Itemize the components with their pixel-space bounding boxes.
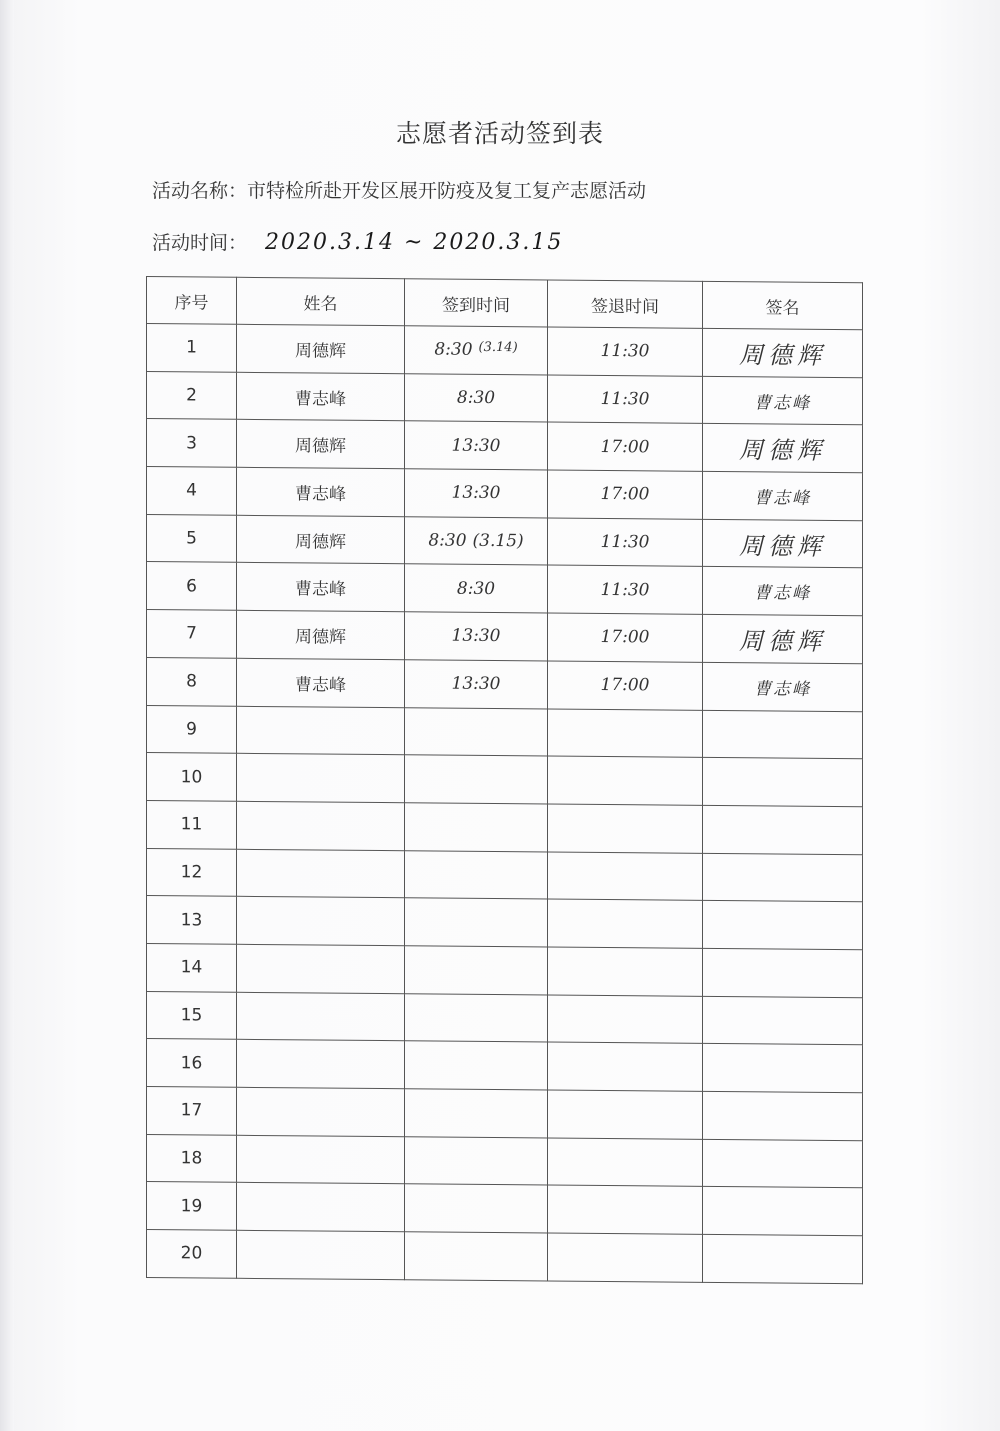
row-name: 曹志峰 [237,467,405,516]
row-sign-out-time: 17:00 [548,613,703,662]
row-serial: 10 [147,753,237,801]
header-sign-in-time: 签到时间 [405,279,548,327]
row-serial: 1 [147,324,237,372]
row-signature: 周德辉 [703,614,863,663]
row-sign-out-time: 11:30 [548,375,703,424]
row-sign-in-time [405,1232,548,1281]
row-name: 周德辉 [237,324,405,373]
row-signature: 曹志峰 [703,662,863,711]
row-serial: 13 [147,896,237,944]
row-serial: 20 [147,1230,237,1278]
row-signature [703,1091,863,1140]
row-signature: 曹志峰 [703,567,863,616]
row-serial: 6 [147,562,237,610]
table-row [147,1039,863,1093]
row-signature [703,758,863,807]
row-sign-out-time [548,1233,703,1282]
date-note: (3.14) [478,340,518,356]
row-sign-out-time [548,947,703,996]
sign-in-time-value: 13:30 [451,483,501,504]
row-sign-in-time [405,755,548,804]
activity-name-value: 市特检所赴开发区展开防疫及复工复产志愿活动 [247,180,647,202]
row-serial: 15 [147,991,237,1039]
row-name [237,753,405,802]
table-row [147,1134,863,1188]
table-row [147,419,863,473]
row-sign-out-time [548,756,703,805]
page-fold-shadow [0,0,14,1431]
header-sign-out-time: 签退时间 [548,280,703,328]
row-sign-out-time: 11:30 [548,565,703,614]
row-serial: 5 [147,514,237,562]
row-name [237,849,405,898]
row-sign-out-time [548,1090,703,1139]
row-signature [703,1139,863,1188]
date-note: (3.15) [472,530,524,552]
table-header-row [147,277,863,330]
row-serial: 11 [147,800,237,848]
table-row [147,657,863,711]
row-signature [703,1234,863,1283]
row-serial: 4 [147,467,237,515]
row-sign-in-time [405,1089,548,1138]
row-sign-in-time [405,564,548,613]
row-name: 周德辉 [237,610,405,659]
row-name [237,944,405,993]
row-serial: 3 [147,419,237,467]
row-signature [703,996,863,1045]
row-name: 曹志峰 [237,563,405,612]
row-sign-in-time [405,850,548,899]
table-row [147,943,863,997]
sign-in-time-value: 13:30 [451,435,501,456]
table-row [147,1230,863,1284]
row-signature [703,710,863,759]
sign-in-time-value: 8:30 [456,387,496,409]
row-sign-out-time: 17:00 [548,422,703,471]
row-serial: 2 [147,371,237,419]
sign-in-time-value: 13:30 [451,626,501,647]
row-sign-in-time [405,898,548,947]
table-body [147,324,863,1284]
row-serial: 16 [147,1039,237,1087]
row-sign-in-time [405,660,548,709]
row-sign-in-time [405,803,548,852]
table-row [147,991,863,1045]
row-name [237,1135,405,1184]
row-sign-in-time [405,326,548,375]
row-signature: 曹志峰 [703,376,863,425]
row-sign-out-time [548,1185,703,1234]
row-sign-out-time [548,899,703,948]
row-serial: 18 [147,1134,237,1182]
row-serial: 8 [147,657,237,705]
row-signature: 曹志峰 [703,471,863,520]
row-name: 周德辉 [237,420,405,469]
row-signature [703,1044,863,1093]
row-signature: 周德辉 [703,424,863,473]
row-signature [703,853,863,902]
row-sign-in-time [405,469,548,518]
row-sign-in-time [405,373,548,422]
row-signature [703,948,863,997]
row-sign-out-time: 17:00 [548,661,703,710]
activity-time-value: 2020.3.14 ~ 2020.3.15 [265,230,564,255]
row-signature: 周德辉 [703,328,863,377]
row-name [237,801,405,850]
sign-in-time-value: 8:30 [456,578,496,599]
row-serial: 7 [147,610,237,658]
row-sign-out-time [548,1138,703,1187]
header-name: 姓名 [237,277,405,325]
row-serial: 14 [147,943,237,991]
table-row [147,371,863,425]
activity-time-line [152,228,563,255]
row-serial: 9 [147,705,237,753]
header-serial: 序号 [147,277,237,325]
row-name [237,1040,405,1089]
row-sign-in-time [405,517,548,566]
sign-in-time-value: 8:30 [428,530,467,551]
row-sign-out-time [548,804,703,853]
row-signature: 周德辉 [703,519,863,568]
row-name [237,897,405,946]
row-signature [703,1187,863,1236]
row-serial: 17 [147,1087,237,1135]
row-sign-out-time [548,1042,703,1091]
table-row [147,562,863,616]
table-row [147,467,863,521]
row-name [237,1183,405,1232]
row-name: 周德辉 [237,515,405,564]
row-sign-out-time [548,709,703,758]
row-name: 曹志峰 [237,372,405,421]
row-sign-in-time [405,946,548,995]
row-serial: 12 [147,848,237,896]
row-sign-in-time [405,421,548,470]
row-sign-out-time [548,852,703,901]
row-sign-in-time [405,1041,548,1090]
row-name [237,992,405,1041]
row-sign-out-time: 17:00 [548,470,703,519]
form-title: 志愿者活动签到表 [395,119,604,148]
row-sign-in-time [405,1136,548,1185]
table-row [147,896,863,950]
row-signature [703,901,863,950]
table-row [147,800,863,854]
activity-time-label: 活动时间： [152,232,248,254]
row-name [237,706,405,755]
row-name: 曹志峰 [237,658,405,707]
row-sign-in-time [405,707,548,756]
sign-in-table [146,276,863,1284]
table-row [147,514,863,568]
row-sign-out-time: 11:30 [548,518,703,567]
row-sign-out-time: 11:30 [548,327,703,376]
row-serial: 19 [147,1182,237,1230]
activity-name-label: 活动名称： [152,180,248,202]
activity-name-line [152,176,646,203]
table-row [147,1182,863,1236]
table-row [147,610,863,664]
row-sign-in-time [405,1184,548,1233]
row-sign-in-time [405,993,548,1042]
sign-in-time-value: 13:30 [451,673,501,695]
table-row [147,324,863,378]
table-row [147,705,863,759]
header-signature: 签名 [703,281,863,329]
table-row [147,753,863,807]
row-sign-in-time [405,612,548,661]
row-name [237,1087,405,1136]
sign-in-time-value: 8:30 [434,339,473,361]
row-sign-out-time [548,995,703,1044]
row-signature [703,805,863,854]
table-row [147,848,863,902]
table-row [147,1087,863,1141]
row-name [237,1230,405,1279]
